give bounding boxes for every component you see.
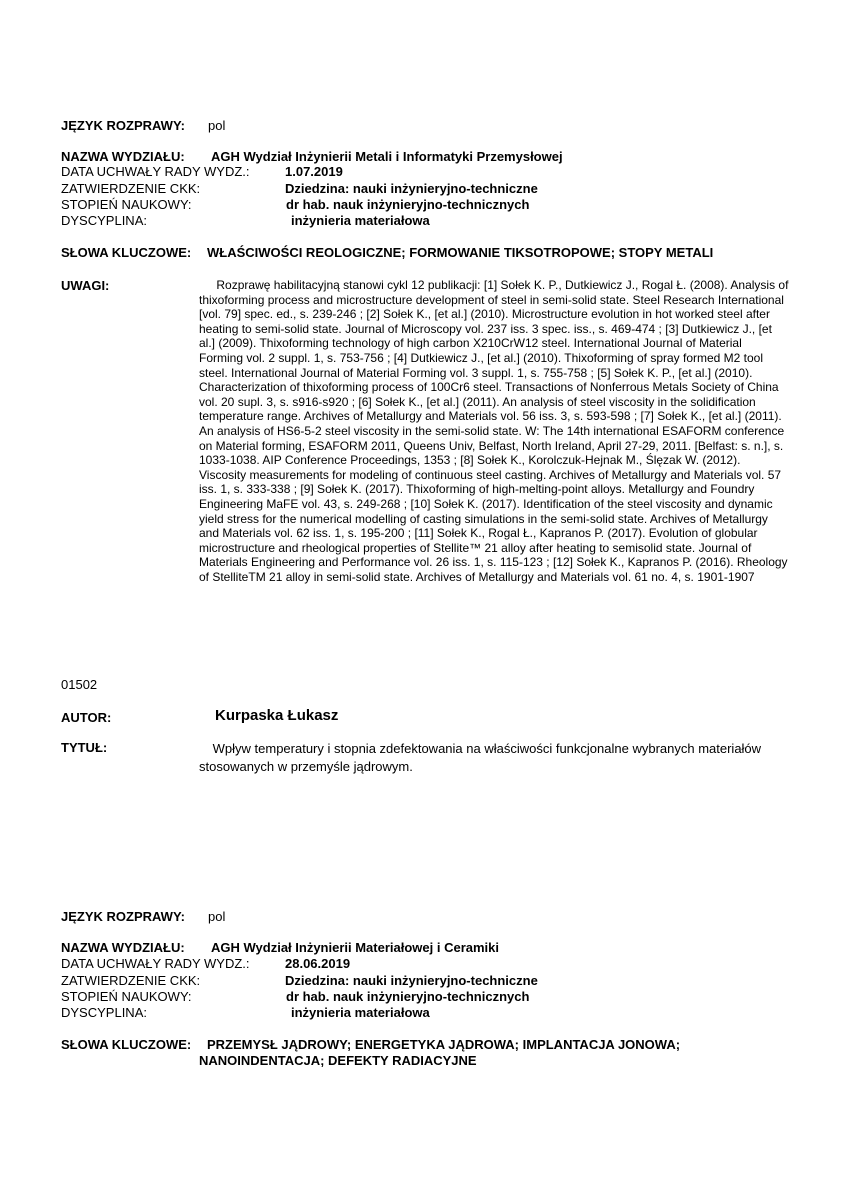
keywords-value-line-2: NANOINDENTACJA; DEFEKTY RADIACYJNE — [199, 1053, 477, 1068]
keywords-label: SŁOWA KLUCZOWE: — [61, 245, 192, 260]
resolution-date-value: 1.07.2019 — [285, 164, 343, 179]
ckk-approval-value: Dziedzina: nauki inżynieryjno-techniczne — [285, 973, 538, 988]
discipline-value: inżynieria materiałowa — [291, 1005, 430, 1020]
discipline-value: inżynieria materiałowa — [291, 213, 430, 228]
resolution-date-label: DATA UCHWAŁY RADY WYDZ.: — [61, 956, 250, 971]
degree-value: dr hab. nauk inżynieryjno-technicznych — [286, 989, 530, 1004]
keywords-label: SŁOWA KLUCZOWE: — [61, 1037, 192, 1052]
keywords-value-line-1: PRZEMYSŁ JĄDROWY; ENERGETYKA JĄDROWA; IMPLANTACJA JONOWA; — [207, 1037, 681, 1052]
degree-label: STOPIEŃ NAUKOWY: — [61, 197, 192, 212]
resolution-date-label: DATA UCHWAŁY RADY WYDZ.: — [61, 164, 250, 179]
title-label: TYTUŁ: — [61, 740, 108, 755]
language-label: JĘZYK ROZPRAWY: — [61, 909, 185, 924]
degree-label: STOPIEŃ NAUKOWY: — [61, 989, 192, 1004]
ckk-approval-label: ZATWIERDZENIE CKK: — [61, 181, 201, 196]
resolution-date-value: 28.06.2019 — [285, 956, 351, 971]
author-value: Kurpaska Łukasz — [215, 707, 339, 724]
remarks-label: UWAGI: — [61, 278, 110, 293]
author-label: AUTOR: — [61, 710, 112, 725]
language-value: pol — [208, 909, 226, 924]
language-label: JĘZYK ROZPRAWY: — [61, 118, 185, 133]
degree-value: dr hab. nauk inżynieryjno-technicznych — [286, 197, 530, 212]
remarks-value: Rozprawę habilitacyjną stanowi cykl 12 publikacji: [1] Sołek K. P., Dutkiewicz J., Rogal Ł. (2008). Analysis of thixoforming process and microstructure development of steel in semi-solid state. Steel Research International [vol. 79] spec. ed., s. 239-246 ; [2] Sołek K., [et al.] (2010). Microstructure evolution in hot worked steel after heating to semi-solid state. Journal of Microscopy vol. 237 iss. 3 spec. iss., s. 469-474 ; [3] Dutkiewicz J., [et al.] (2009). Thixoforming technology of high carbon X210CrW12 steel. International Journal of Material Forming vol. 2 suppl. 1, s. 753-756 ; [4] Dutkiewicz J., [et al.] (2010). Thixoforming of spray formed M2 tool steel. International Journal of Material Forming vol. 3 suppl. 1, s. 755-758 ; [5] Sołek K. P., [et al.] (2010). Characterization of thixoforming process of 100Cr6 steel. Transactions of Nonferrous Metals Society of China vol. 20 supl. 3, s. s916-s920 ; [6] Sołek K., [et al.] (2011). An analysis of steel viscosity in the solidification temperature range. Archives of Metallurgy and Materials vol. 56 iss. 3, s. 593-598 ; [7] Sołek K., [et al.] (2011). An analysis of HS6-5-2 steel viscosity in the semi-solid state. W: The 14th international ESAFORM conference on Material forming, ESAFORM 2011, Queens Univ, Belfast, North Ireland, April 27-29, 2011. [Belfast: s. n.], s. 1033-1038. AIP Conference Proceedings, 1353 ; [8] Sołek K., Korolczuk-Hejnak M., Ślęzak W. (2012). Viscosity measurements for modeling of continuous steel casting. Archives of Metallurgy and Materials vol. 57 iss. 1, s. 333-338 ; [9] Sołek K. (2017). Thixoforming of high-melting-point alloys. Metallurgy and Foundry Engineering MaFE vol. 43, s. 249-268 ; [10] Sołek K. (2017). Identification of the steel viscosity and dynamic yield stress for the numerical modelling of casting simulations in the semi-solid state. Archives of Metallurgy and Materials vol. 62 iss. 1, s. 195-200 ; [11] Sołek K., Rogal Ł., Kapranos P. (2017). Evolution of globular microstructure and rheological properties of Stellite™ 21 alloy after heating to semisolid state. Journal of Materials Engineering and Performance vol. 26 iss. 1, s. 115-123 ; [12] Sołek K., Kapranos P. (2016). Rheology of StelliteTM 21 alloy in semi-solid state. Archives of Metallurgy and Materials vol. 61 no. 4, s. 1901-1907 — [199, 278, 789, 584]
record-number: 01502 — [61, 677, 98, 692]
language-value: pol — [208, 118, 226, 133]
ckk-approval-value: Dziedzina: nauki inżynieryjno-techniczne — [285, 181, 538, 196]
ckk-approval-label: ZATWIERDZENIE CKK: — [61, 973, 201, 988]
faculty-label: NAZWA WYDZIAŁU: — [61, 940, 185, 955]
faculty-label: NAZWA WYDZIAŁU: — [61, 149, 185, 164]
discipline-label: DYSCYPLINA: — [61, 213, 147, 228]
discipline-label: DYSCYPLINA: — [61, 1005, 147, 1020]
title-value: Wpływ temperatury i stopnia zdefektowania na właściwości funkcjonalne wybranych materiałów stosowanych w przemyśle jądrowym. — [199, 741, 762, 774]
faculty-value: AGH Wydział Inżynierii Metali i Informatyki Przemysłowej — [211, 149, 563, 164]
keywords-value: WŁAŚCIWOŚCI REOLOGICZNE; FORMOWANIE TIKSOTROPOWE; STOPY METALI — [207, 245, 714, 260]
faculty-value: AGH Wydział Inżynierii Materiałowej i Ceramiki — [211, 940, 500, 955]
